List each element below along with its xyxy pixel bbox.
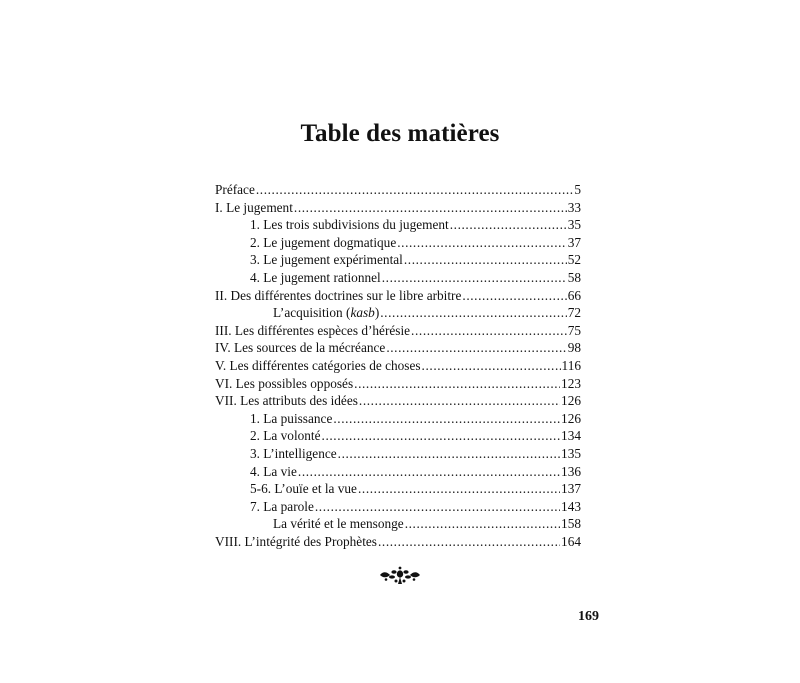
toc-entry: 7. La parole ..... 143 xyxy=(215,498,581,516)
page-number: 169 xyxy=(578,609,599,624)
toc-entry: Préface ..... 5 xyxy=(215,181,581,199)
toc-entry: VII. Les attributs des idées ..... 126 xyxy=(215,392,581,410)
toc-entry: VIII. L’intégrité des Prophètes ..... 164 xyxy=(215,533,581,551)
toc-entry: 5-6. L’ouïe et la vue ..... 137 xyxy=(215,480,581,498)
toc-entry: I. Le jugement ..... 33 xyxy=(215,199,581,217)
toc-entry: IV. Les sources de la mécréance ..... 98 xyxy=(215,339,581,357)
toc-entry: II. Des différentes doctrines sur le libre arbitre ..... 66 xyxy=(215,287,581,305)
toc-entry: 1. Les trois subdivisions du jugement ..... 35 xyxy=(215,216,581,234)
floral-ornament-icon xyxy=(376,565,424,587)
toc-entry: 2. Le jugement dogmatique ..... 37 xyxy=(215,234,581,252)
toc-entry: 4. La vie ..... 136 xyxy=(215,463,581,481)
toc-entry: V. Les différentes catégories de choses ..... 116 xyxy=(215,357,581,375)
toc-entry: 3. Le jugement expérimental ..... 52 xyxy=(215,251,581,269)
toc-entry: 4. Le jugement rationnel ..... 58 xyxy=(215,269,581,287)
toc-entry: VI. Les possibles opposés ..... 123 xyxy=(215,375,581,393)
toc-entry: 2. La volonté ..... 134 xyxy=(215,427,581,445)
toc-entry: La vérité et le mensonge ..... 158 xyxy=(215,515,581,533)
toc-entry: III. Les différentes espèces d’hérésie ..... 75 xyxy=(215,322,581,340)
table-of-contents xyxy=(215,181,581,550)
toc-entry: L’acquisition (kasb) ..... 72 xyxy=(215,304,581,322)
toc-entry: 1. La puissance ..... 126 xyxy=(215,410,581,428)
page-title: Table des matières xyxy=(300,120,500,147)
toc-entry: 3. L’intelligence ..... 135 xyxy=(215,445,581,463)
